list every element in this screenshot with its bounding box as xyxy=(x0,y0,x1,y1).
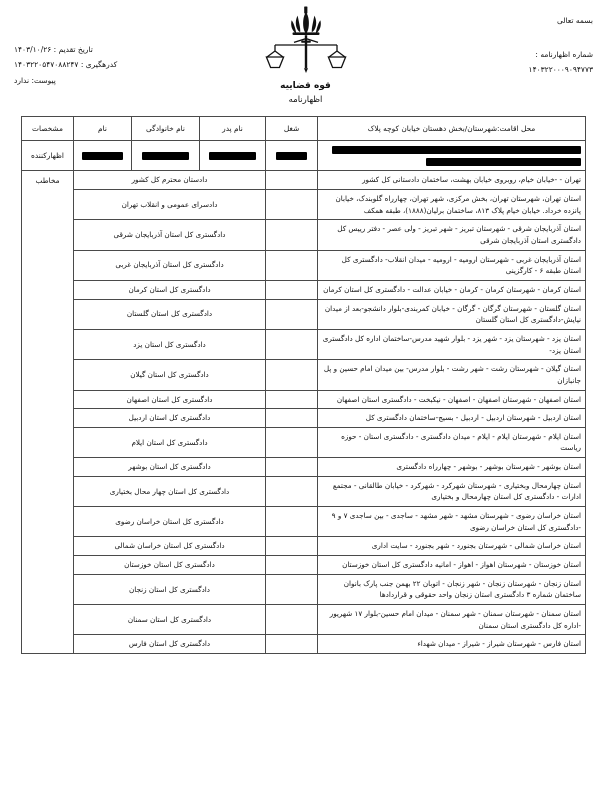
recipient-row xyxy=(22,220,586,250)
declarant-father-name-redacted xyxy=(200,141,266,171)
recipient-job xyxy=(266,390,318,409)
document-header xyxy=(0,0,611,112)
declaration-number-label: شماره اظهارنامه : xyxy=(535,50,593,60)
recipient-name: دادگستری کل استان آذربایجان غربی xyxy=(74,250,266,280)
redaction-bar xyxy=(142,152,189,160)
recipient-job xyxy=(266,635,318,654)
emblem-block xyxy=(246,6,366,105)
recipient-name: دادستان محترم کل کشور xyxy=(74,171,266,190)
recipient-name: دادگستری کل استان زنجان xyxy=(74,574,266,604)
recipient-name: دادگستری کل استان خراسان رضوی xyxy=(74,507,266,537)
recipient-job xyxy=(266,574,318,604)
recipient-name: دادگستری کل استان ایلام xyxy=(74,427,266,457)
submission-date: تاریخ تقدیم : ۱۴۰۳/۱۰/۲۶ xyxy=(14,45,93,54)
recipient-name: دادگستری کل استان اصفهان xyxy=(74,390,266,409)
recipient-row xyxy=(22,427,586,457)
recipient-address: استان خراسان شمالی - شهرستان بجنورد - شهر بجنورد - سایت اداری xyxy=(318,537,586,556)
recipient-job xyxy=(266,427,318,457)
recipient-row xyxy=(22,189,586,219)
recipient-name: دادگستری کل استان گلستان xyxy=(74,299,266,329)
recipient-address: استان تهران، شهرستان تهران، بخش مرکزی، شهر تهران، چهارراه گلوبندک، خیابان پانزده خرداد. خیابان خیام پلاک ۸۱۳، ساختمان برلیان(۱۸۸۸)، طبقه همکف xyxy=(318,189,586,219)
recipient-row xyxy=(22,635,586,654)
recipient-name: دادگستری کل استان فارس xyxy=(74,635,266,654)
recipient-address: استان فارس - شهرستان شیراز - شیراز - میدان شهداء xyxy=(318,635,586,654)
declarant-row xyxy=(22,141,586,171)
recipient-row xyxy=(22,409,586,428)
table-header-row xyxy=(22,117,586,141)
recipient-label: مخاطب xyxy=(22,171,74,654)
recipient-job xyxy=(266,556,318,575)
redaction-bar xyxy=(332,146,581,154)
column-header-address: محل اقامت:شهرستان/بخش دهستان خیابان کوچه پلاک xyxy=(318,117,586,141)
column-header-father-name: نام پدر xyxy=(200,117,266,141)
recipient-name: دادگستری کل استان اردبیل xyxy=(74,409,266,428)
recipient-address: استان گیلان - شهرستان رشت - شهر رشت - بلوار مدرس- بین میدان امام حسین و پل جانبازان xyxy=(318,360,586,390)
document-type-title: اظهارنامه xyxy=(288,95,323,105)
recipient-address: استان ایلام - شهرستان ایلام - ایلام - میدان دادگستری - دادگستری استان - حوزه ریاست xyxy=(318,427,586,457)
recipient-name: دادگستری کل استان سمنان xyxy=(74,605,266,635)
recipient-job xyxy=(266,360,318,390)
declarant-address-redacted xyxy=(318,141,586,171)
recipient-address: تهران - -خیابان خیام، روبروی خیابان بهشت، ساختمان دادستانی کل کشور xyxy=(318,171,586,190)
column-header-family-name: نام خانوادگی xyxy=(132,117,200,141)
recipient-job xyxy=(266,409,318,428)
recipient-address: استان گلستان - شهرستان گرگان - گرگان - خیابان کمربندی-بلوار دانشجو-بعد از میدان نیایش-دادگستری کل استان گلستان xyxy=(318,299,586,329)
column-header-job: شغل xyxy=(266,117,318,141)
recipient-row xyxy=(22,605,586,635)
recipient-row xyxy=(22,390,586,409)
recipient-row xyxy=(22,299,586,329)
tracking-code: کدرهگیری : ۱۴۰۳۲۲۰۵۴۷۰۸۸۲۴۷ xyxy=(14,60,118,70)
recipient-row xyxy=(22,574,586,604)
recipient-row xyxy=(22,556,586,575)
recipient-address: استان چهارمحال وبختیاری - شهرستان شهرکرد - شهرکرد - خیابان طالقانی - مجتمع ادارات - دادگستری کل استان چهارمحال و بختیاری xyxy=(318,476,586,506)
recipient-job xyxy=(266,220,318,250)
attachment-status: پیوست: ندارد xyxy=(14,75,56,85)
declarant-first-name-redacted xyxy=(74,141,132,171)
column-header-first-name: نام xyxy=(74,117,132,141)
recipient-address: استان آذربایجان شرقی - شهرستان تبریز - شهر تبریز - ولی عصر - دفتر رییس کل دادگستری استان آذربایجان شرقی xyxy=(318,220,586,250)
recipient-name: دادگستری کل استان چهار محال بختیاری xyxy=(74,476,266,506)
recipient-job xyxy=(266,507,318,537)
recipient-job xyxy=(266,476,318,506)
recipient-name: دادگستری کل استان خراسان شمالی xyxy=(74,537,266,556)
recipient-name: دادگستری کل استان گیلان xyxy=(74,360,266,390)
recipient-address: استان سمنان - شهرستان سمنان - شهر سمنان - میدان امام حسین-بلوار ۱۷ شهریور -اداره کل دادگستری استان سمنان xyxy=(318,605,586,635)
recipient-row xyxy=(22,280,586,299)
organization-name: قوه قضاییه xyxy=(280,81,331,91)
recipient-row xyxy=(22,171,586,190)
recipient-row xyxy=(22,360,586,390)
recipient-name: دادگستری کل استان یزد xyxy=(74,329,266,359)
recipient-job xyxy=(266,189,318,219)
recipient-row xyxy=(22,329,586,359)
recipient-name: دادگستری کل استان خوزستان xyxy=(74,556,266,575)
redaction-bar xyxy=(209,152,256,160)
recipient-address: استان کرمان - شهرستان کرمان - کرمان - خیابان عدالت - دادگستری کل استان کرمان xyxy=(318,280,586,299)
recipient-name: دادگستری کل استان کرمان xyxy=(74,280,266,299)
recipient-job xyxy=(266,605,318,635)
declarant-label: اظهارکننده xyxy=(22,141,74,171)
recipient-row xyxy=(22,458,586,477)
recipient-address: استان خوزستان - شهرستان اهواز - اهواز - امانیه دادگستری کل استان خوزستان xyxy=(318,556,586,575)
redaction-bar xyxy=(276,152,307,160)
recipient-address: استان اردبیل - شهرستان اردبیل - اردبیل - بسیج-ساختمان دادگستری کل xyxy=(318,409,586,428)
table-body xyxy=(22,141,586,654)
recipient-address: استان زنجان - شهرستان زنجان - شهر زنجان - اتوبان ۲۲ بهمن جنب پارک بانوان ساختمان شماره ۳ دادگستری استان زنجان واحد حقوقی و قراردادها xyxy=(318,574,586,604)
recipient-row xyxy=(22,507,586,537)
declarant-job-redacted xyxy=(266,141,318,171)
recipient-job xyxy=(266,280,318,299)
recipient-job xyxy=(266,329,318,359)
recipient-address: استان بوشهر - شهرستان بوشهر - بوشهر - چهارراه دادگستری xyxy=(318,458,586,477)
recipient-job xyxy=(266,458,318,477)
recipient-job xyxy=(266,299,318,329)
recipient-job xyxy=(266,537,318,556)
recipient-address: استان خراسان رضوی - شهرستان مشهد - شهر مشهد - ساجدی - بین ساجدی ۷ و ۹ -دادگستری کل استان خراسان رضوی xyxy=(318,507,586,537)
parties-table-container xyxy=(21,116,586,654)
recipient-job xyxy=(266,250,318,280)
bismillah-text: بسمه تعالی xyxy=(556,16,593,25)
recipient-name: دادگستری کل استان بوشهر xyxy=(74,458,266,477)
recipient-address: استان اصفهان - شهرستان اصفهان - اصفهان - نیکبخت - دادگستری استان اصفهان xyxy=(318,390,586,409)
column-header-particulars: مشخصات xyxy=(22,117,74,141)
header-right-block xyxy=(403,14,593,77)
recipient-name: دادگستری کل استان آذربایجان شرقی xyxy=(74,220,266,250)
recipient-address: استان آذربایجان غربی - شهرستان ارومیه - ارومیه - میدان انقلاب- دادگستری کل استان طبقه ۶ - کارگزینی xyxy=(318,250,586,280)
recipient-row xyxy=(22,537,586,556)
recipient-row xyxy=(22,476,586,506)
declaration-number-value: ۱۴۰۳۲۲۰۰۰۹۰۹۴۷۷۳ xyxy=(528,64,593,74)
redaction-bar xyxy=(426,158,581,166)
recipient-name: دادسرای عمومی و انقلاب تهران xyxy=(74,189,266,219)
declarant-family-name-redacted xyxy=(132,141,200,171)
redaction-bar xyxy=(82,152,122,160)
judiciary-emblem-icon xyxy=(263,6,349,80)
recipient-row xyxy=(22,250,586,280)
header-left-block xyxy=(0,42,222,88)
recipient-address: استان یزد - شهرستان یزد - شهر یزد - بلوار شهید مدرس-ساختمان اداره کل دادگستری استان یزد- xyxy=(318,329,586,359)
parties-table xyxy=(21,116,586,654)
recipient-job xyxy=(266,171,318,190)
